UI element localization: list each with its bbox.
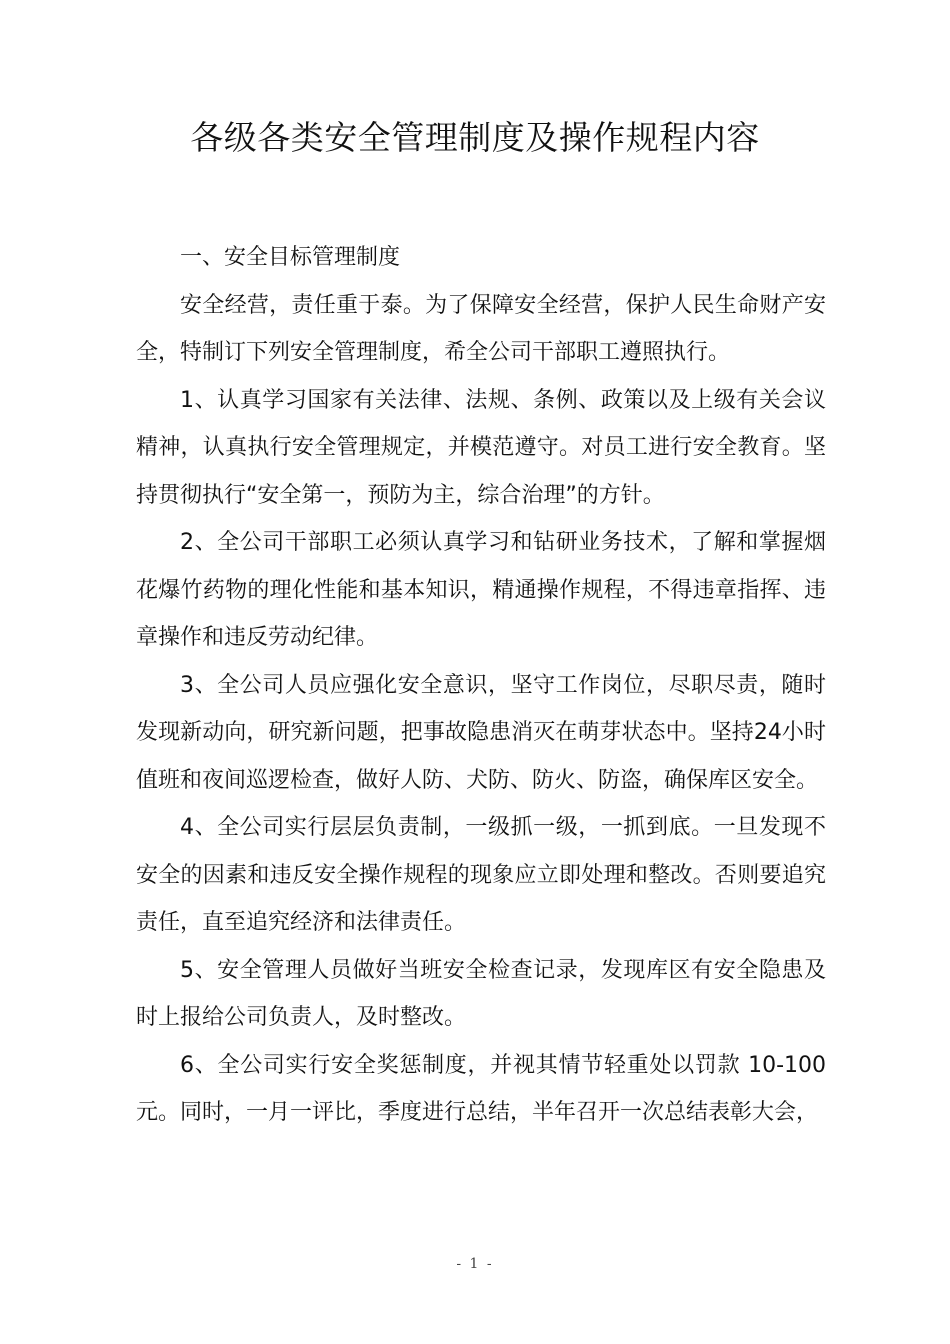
rule-paragraph-6: 6、全公司实行安全奖惩制度，并视其情节轻重处以罚款 10-100元。同时，一月一评比，季度进行总结，半年召开一次总结表彰大会， bbox=[136, 1052, 826, 1125]
rule-paragraph-4: 4、全公司实行层层负责制，一级抓一级，一抓到底。一旦发现不安全的因素和违反安全操作规程的现象应立即处理和整改。否则要追究责任，直至追究经济和法律责任。 bbox=[136, 815, 826, 935]
document-title: 各级各类安全管理制度及操作规程内容 bbox=[190, 118, 760, 157]
page-number: - 1 - bbox=[456, 1256, 494, 1272]
intro-paragraph: 安全经营，责任重于泰。为了保障安全经营，保护人民生命财产安全，特制订下列安全管理制度，希全公司干部职工遵照执行。 bbox=[136, 292, 826, 365]
rule-paragraph-5: 5、安全管理人员做好当班安全检查记录，发现库区有安全隐患及时上报给公司负责人，及时整改。 bbox=[136, 957, 826, 1030]
document-body bbox=[136, 234, 826, 1137]
section-heading: 一、安全目标管理制度 bbox=[180, 245, 401, 270]
rule-paragraph-3: 3、全公司人员应强化安全意识，坚守工作岗位，尽职尽责，随时发现新动向，研究新问题，把事故隐患消灭在萌芽状态中。坚持24小时值班和夜间巡逻检查，做好人防、犬防、防火、防盗，确保库区安全。 bbox=[136, 672, 826, 793]
rule-paragraph-1: 1、认真学习国家有关法律、法规、条例、政策以及上级有关会议精神，认真执行安全管理规定，并模范遵守。对员工进行安全教育。坚持贯彻执行“安全第一，预防为主，综合治理”的方针。 bbox=[136, 387, 826, 508]
rule-paragraph-2: 2、全公司干部职工必须认真学习和钻研业务技术，了解和掌握烟花爆竹药物的理化性能和基本知识，精通操作规程，不得违章指挥、违章操作和违反劳动纪律。 bbox=[136, 530, 826, 650]
